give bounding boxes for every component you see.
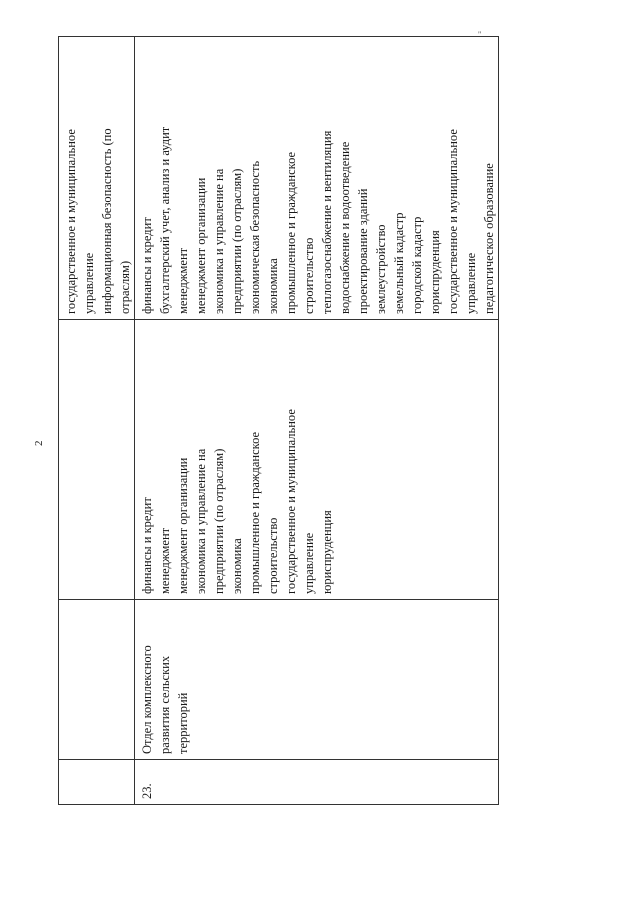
department-cell [59,600,135,760]
department-cell [135,600,499,760]
preferred-line: экономика [266,258,280,314]
preferred-line: финансы и кредит [140,217,154,314]
preferred-line: экономика и управление на [212,168,226,314]
required-line: менеджмент организации [176,457,190,594]
department-line: территорий [176,692,190,754]
preferred-line: предприятии (по отраслям) [230,168,244,314]
preferred-line: промышленное и гражданское [284,151,298,314]
preferred-specialties-cell [135,37,499,320]
preferred-specialties-cell [59,37,135,320]
corner-mark: " [478,30,482,39]
preferred-line: управление [464,252,478,314]
table-row [59,37,135,805]
preferred-line: земельный кадастр [392,212,406,314]
preferred-line: отраслям) [118,260,132,314]
required-line: строительство [266,517,280,594]
preferred-line: водоснабжение и водоотведение [338,141,352,314]
required-line: управление [302,532,316,594]
preferred-line: менеджмент организации [194,177,208,314]
preferred-line: проектирование зданий [356,188,370,314]
required-line: промышленное и гражданское [248,431,262,594]
required-specialties-cell [135,320,499,600]
preferred-line: теплогазоснабжение и вентиляция [320,130,334,314]
required-specialties-cell [59,320,135,600]
preferred-line: бухгалтерский учет, анализ и аудит [158,126,172,314]
required-line: юриспруденция [320,510,334,594]
required-line: финансы и кредит [140,497,154,594]
table-row [135,37,499,805]
page-number: 2 [33,440,45,446]
specialties-table [58,36,499,805]
preferred-line: государственное и муниципальное [64,129,78,314]
preferred-line: экономическая безопасность [248,160,262,314]
preferred-line: информационная безопасность (по [100,128,114,314]
preferred-line: землеустройство [374,224,388,314]
required-line: экономика [230,538,244,594]
required-line: менеджмент [158,527,172,594]
preferred-line: педагогическое образование [482,163,496,314]
preferred-line: строительство [302,237,316,314]
department-line: развития сельских [158,655,172,754]
preferred-line: менеджмент [176,247,190,314]
required-line: государственное и муниципальное [284,409,298,594]
department-line: Отдел комплексного [140,645,154,754]
required-line: экономика и управление на [194,448,208,594]
rotated-table-region [58,37,496,805]
preferred-line: управление [82,252,96,314]
preferred-line: городской кадастр [410,216,424,314]
required-line: предприятии (по отраслям) [212,448,226,594]
row-number-cell: 23. [135,760,499,805]
preferred-line: юриспруденция [428,230,442,314]
preferred-line: государственное и муниципальное [446,129,460,314]
row-number-cell [59,760,135,805]
